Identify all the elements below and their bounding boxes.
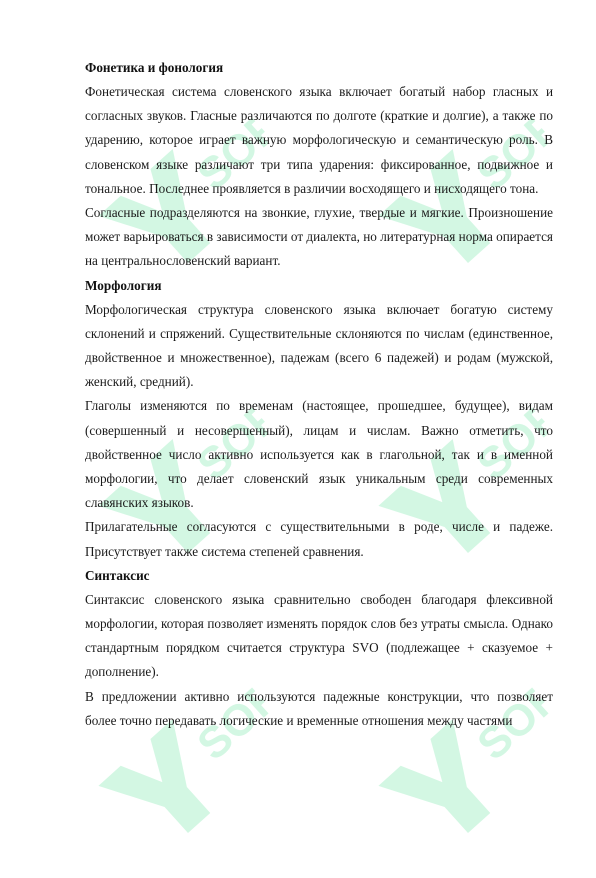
paragraph: Фонетическая система словенского языка включает богатый набор гласных и согласных звуков. Гласные различаются по долготе (краткие и долгие), а также по ударению, которое играет важную морфологическую и семантическую роль. В словенском языке различают три типа ударения: фиксированное, подвижное и тональное. Последнее проявляется в различии восходящего и нисходящего тона. bbox=[85, 84, 553, 196]
svg-text:SOFT: SOFT bbox=[188, 84, 306, 200]
paragraph: Глаголы изменяются по временам (настоящее, прошедшее, будущее), видам (совершенный и несовершенный), лицам и числам. Важно отметить, что двойственное число активно используется как в глагольной, так и в именной морфологии, что делает словенский язык уникальным среди современных славянских языков. bbox=[85, 398, 553, 511]
paragraph: Прилагательные согласуются с существительными в роде, числе и падеже. Присутствует также система степеней сравнения. bbox=[85, 519, 553, 559]
section-heading: Фонетика и фонология bbox=[85, 60, 224, 75]
section-phonetics bbox=[85, 56, 553, 274]
svg-text:SOFT: SOFT bbox=[468, 654, 586, 770]
paragraph: Согласные подразделяются на звонкие, глухие, твердые и мягкие. Произношение может варьироваться в зависимости от диалекта, но литературная норма опирается на центральнословенский вариант. bbox=[85, 205, 553, 269]
section-syntax bbox=[85, 564, 553, 733]
section-heading: Синтаксис bbox=[85, 567, 150, 583]
section-morphology bbox=[85, 274, 553, 564]
paragraph: В предложении активно используются падежные конструкции, что позволяет более точно передавать логические и временные отношения между частями bbox=[85, 688, 553, 728]
svg-text:SOFT: SOFT bbox=[188, 374, 306, 490]
section-heading: Морфология bbox=[85, 277, 162, 293]
document-page bbox=[85, 56, 553, 733]
svg-text:SOFT: SOFT bbox=[468, 84, 586, 200]
paragraph: Морфологическая структура словенского языка включает богатую систему склонений и спряжений. Существительные склоняются по числам (единственное, двойственное и множественное), падежам (всего 6 падежей) и родам (мужской, женский, средний). bbox=[85, 301, 553, 390]
svg-text:SOFT: SOFT bbox=[468, 374, 586, 490]
svg-text:SOFT: SOFT bbox=[188, 654, 306, 770]
paragraph: Синтаксис словенского языка сравнительно свободен благодаря флексивной морфологии, которая позволяет изменять порядок слов без утраты смысла. Однако стандартным порядком считается структура SVO (подлежащее + сказуемое + дополнение). bbox=[85, 591, 553, 680]
